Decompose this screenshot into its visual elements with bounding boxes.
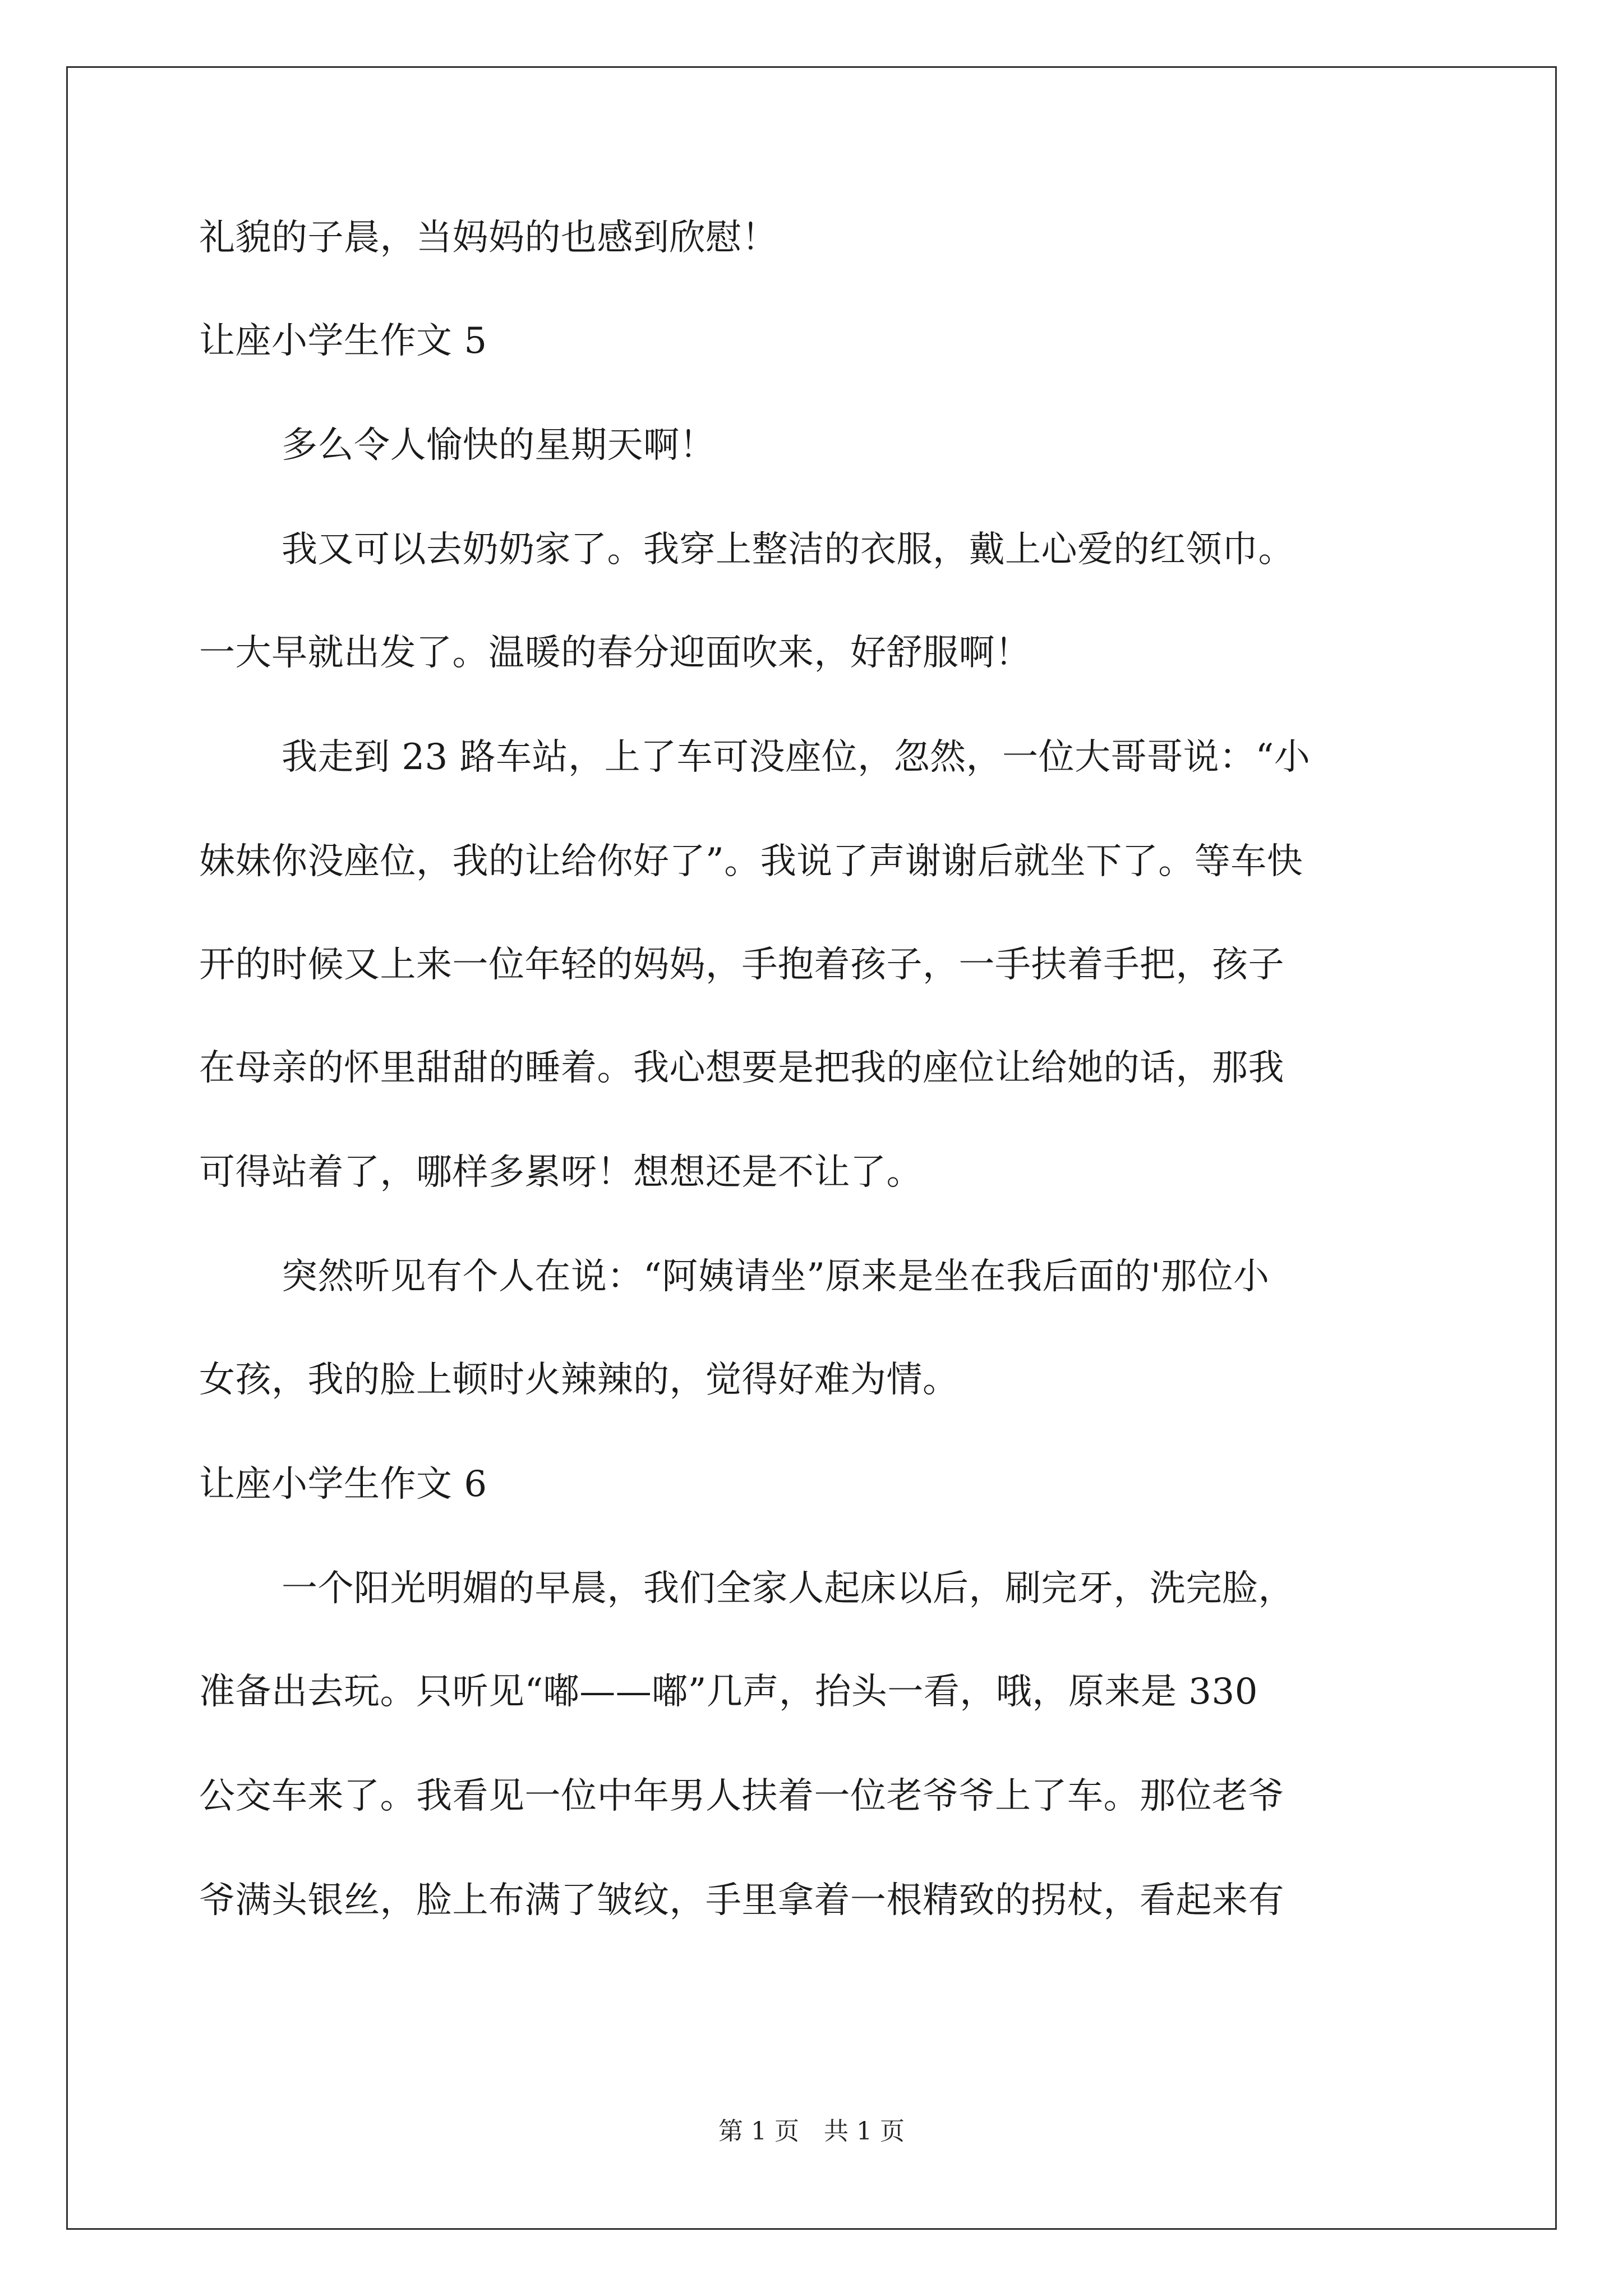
page-number-footer: 第 1 页 共 1 页 — [718, 2117, 905, 2146]
paragraph-line: 爷满头银丝，脸上布满了皱纹，手里拿着一根精致的拐杖，看起来有 — [199, 1880, 1284, 1921]
paragraph-line: 女孩，我的脸上顿时火辣辣的，觉得好难为情。 — [199, 1359, 959, 1401]
paragraph-line: 准备出去玩。只听见“嘟——嘟”几声，抬头一看，哦，原来是 330 — [199, 1671, 1258, 1713]
paragraph-line: 公交车来了。我看见一位中年男人扶着一位老爷爷上了车。那位老爷 — [199, 1775, 1284, 1817]
paragraph-line: 开的时候又上来一位年轻的妈妈，手抱着孩子，一手扶着手把，孩子 — [199, 944, 1284, 986]
paragraph-line: 一大早就出发了。温暖的春分迎面吹来，好舒服啊！ — [199, 632, 1031, 674]
section-heading: 让座小学生作文 6 — [199, 1464, 487, 1505]
paragraph-line: 我又可以去奶奶家了。我穿上整洁的衣服，戴上心爱的红领巾。 — [282, 529, 1294, 570]
paragraph-line: 妹妹你没座位，我的让给你好了”。我说了声谢谢后就坐下了。等车快 — [199, 841, 1303, 882]
section-heading: 让座小学生作文 5 — [199, 320, 487, 362]
paragraph-line: 可得站着了，哪样多累呀！想想还是不让了。 — [199, 1152, 923, 1193]
paragraph-line: 在母亲的怀里甜甜的睡着。我心想要是把我的座位让给她的话，那我 — [199, 1047, 1284, 1089]
paragraph-line: 突然听见有个人在说：“阿姨请坐”原来是坐在我后面的'那位小 — [282, 1256, 1270, 1297]
paragraph-line: 一个阳光明媚的早晨，我们全家人起床以后，刷完牙，洗完脸， — [282, 1568, 1294, 1609]
paragraph-line: 礼貌的子晨，当妈妈的也感到欣慰！ — [199, 217, 778, 259]
paragraph-line: 我走到 23 路车站，上了车可没座位，忽然，一位大哥哥说：“小 — [282, 737, 1311, 778]
paragraph-line: 多么令人愉快的星期天啊！ — [282, 425, 716, 466]
